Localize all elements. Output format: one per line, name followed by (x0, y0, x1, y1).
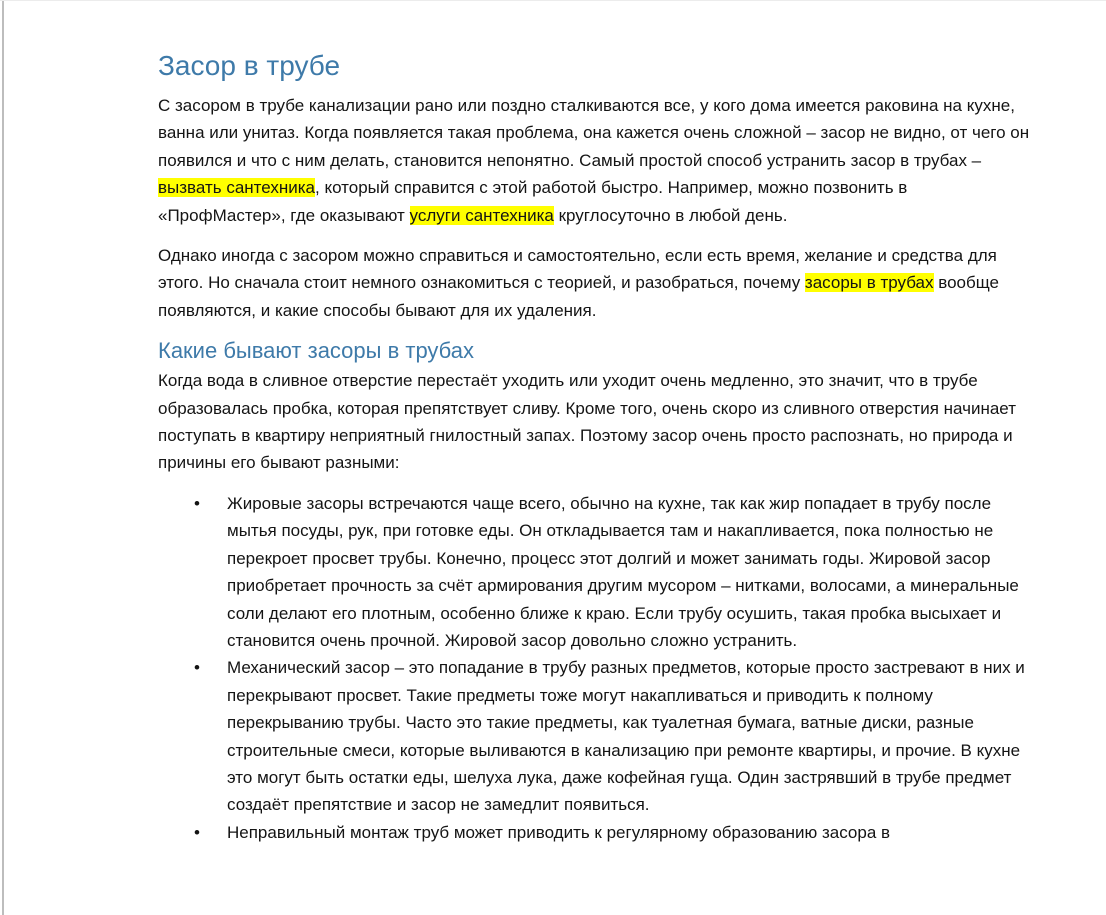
document-body (158, 1, 1030, 846)
page-edge-divider (2, 1, 4, 915)
text-segment: Механический засор – это попадание в трубу разных предметов, которые просто застревают в них и перекрывают просвет. Такие предметы тоже могут накапливаться и приводить к полному перекрыванию трубы. Часто это такие предметы, как туалетная бумага, ватные диски, разные строительные смеси, которые выливаются в канализацию при ремонте квартиры, и прочие. В кухне это могут быть остатки еды, шелуха лука, даже кофейная гуща. Один застрявший в трубе предмет создаёт препятствие и засор не замедлит появиться. (227, 658, 1025, 815)
highlighted-text: вызвать сантехника (158, 178, 316, 198)
bullet-icon: • (194, 822, 200, 842)
text-segment: круглосуточно в любой день. (553, 205, 788, 225)
text-segment: вообще появляются, и какие способы бывают для их удаления. (158, 273, 999, 320)
paragraph (158, 367, 1030, 477)
text-segment: Когда вода в сливное отверстие перестаёт уходить или уходит очень медленно, это значит, что в трубе образовалась пробка, которая препятствует сливу. Кроме того, очень скоро из сливного отверстия начинает поступать в квартиру неприятный гнилостный запах. Поэтому засор очень просто распознать, но природа и причины его бывают разными: (158, 371, 1016, 473)
section-heading: Какие бывают засоры в трубах (158, 338, 475, 364)
highlighted-text: услуги сантехника (409, 205, 554, 225)
paragraph (158, 242, 1030, 324)
document-title: Засор в трубе (158, 50, 341, 81)
highlighted-text: засоры в трубах (804, 273, 934, 293)
list-item (158, 490, 1030, 654)
bullet-icon: • (194, 658, 200, 678)
paragraph (158, 92, 1030, 229)
text-segment: , который справится с этой работой быстро. Например, можно позвонить в «ПрофМастер», где оказывают (158, 178, 908, 225)
list-item (158, 654, 1030, 818)
text-segment: Неправильный монтаж труб может приводить к регулярному образованию засора в (227, 822, 891, 842)
text-segment: Жировые засоры встречаются чаще всего, обычно на кухне, так как жир попадает в трубу после мытья посуды, рук, при готовке еды. Он откладывается там и накапливается, пока полностью не перекроет просвет трубы. Конечно, процесс этот долгий и может занимать годы. Жировой засор приобретает прочность за счёт армирования другим мусором – нитками, волосами, а минеральные соли делают его плотным, особенно ближе к краю. Если трубу осушить, такая пробка высыхает и становится очень прочной. Жировой засор довольно сложно устранить. (227, 493, 1019, 650)
text-segment: С засором в трубе канализации рано или поздно сталкиваются все, у кого дома имеется раковина на кухне, ванна или унитаз. Когда появляется такая проблема, она кажется очень сложной – засор не видно, от чего он появился и что с ним делать, становится непонятно. Самый простой способ устранить засор в трубах – (158, 96, 1030, 170)
bullet-icon: • (194, 493, 200, 513)
bullet-list (158, 490, 1030, 846)
document-content (158, 92, 1030, 846)
list-item (158, 819, 1030, 846)
text-segment: Однако иногда с засором можно справиться и самостоятельно, если есть время, желание и средства для этого. Но сначала стоит немного ознакомиться с теорией, и разобраться, почему (158, 246, 997, 293)
